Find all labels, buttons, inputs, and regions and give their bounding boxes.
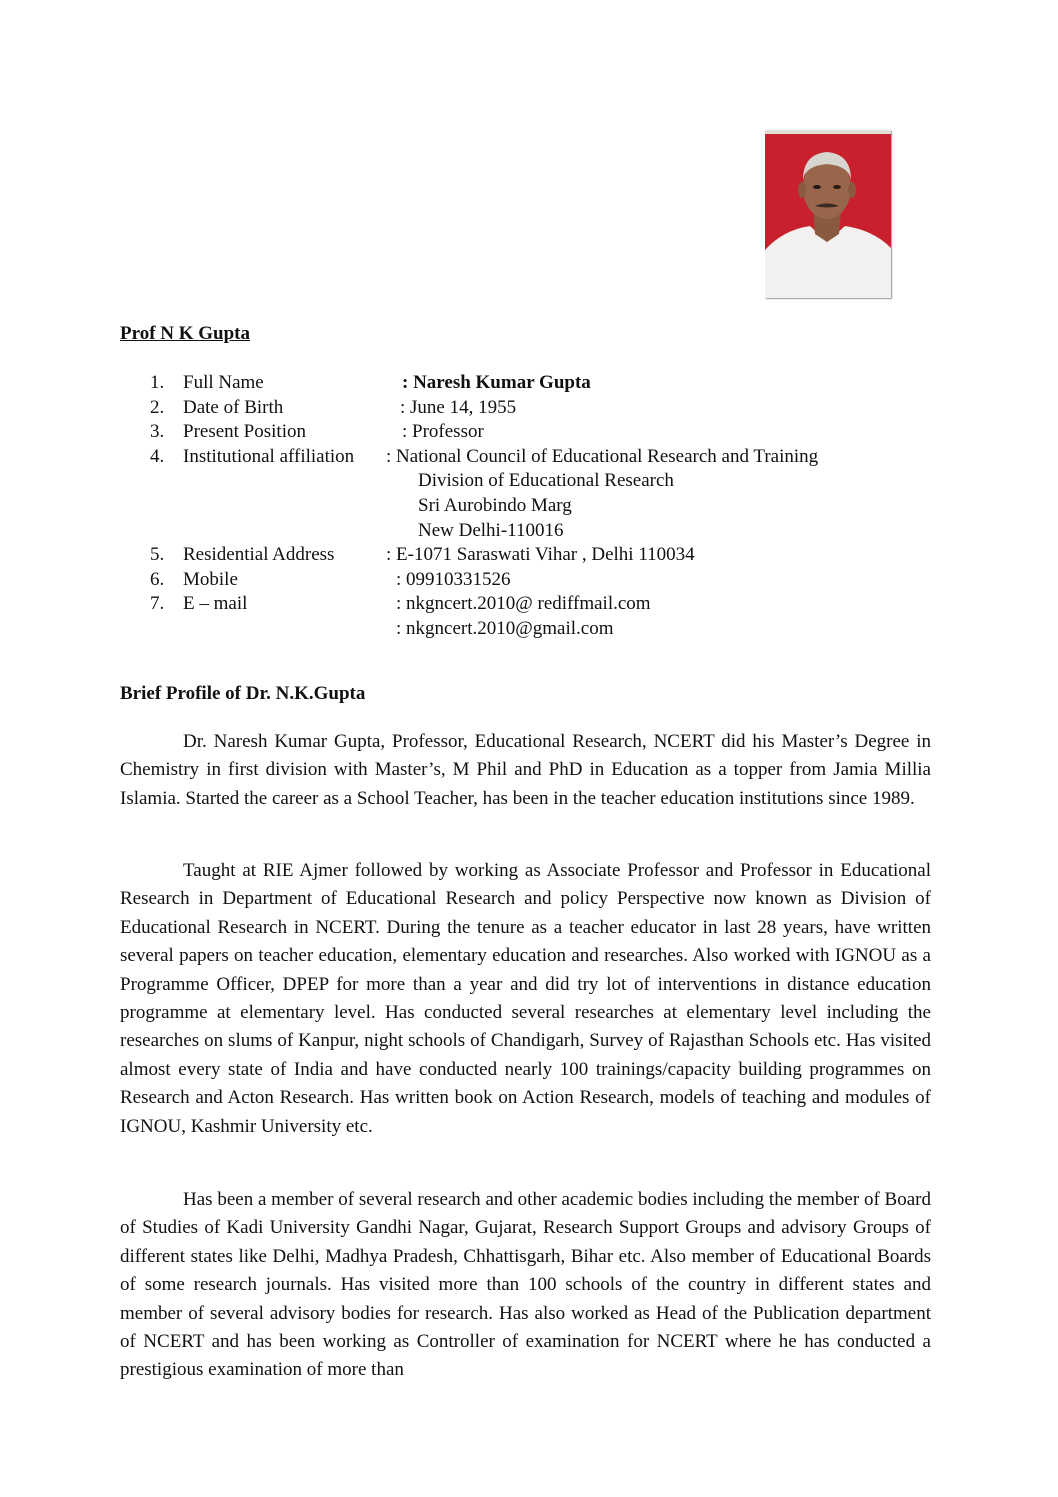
detail-row-institutional-affiliation bbox=[150, 445, 910, 470]
detail-row-full-name bbox=[150, 371, 910, 396]
detail-label: Present Position bbox=[183, 421, 306, 443]
detail-value: : Naresh Kumar Gupta bbox=[402, 372, 591, 393]
detail-row-residential-address bbox=[150, 543, 910, 568]
detail-row-email bbox=[150, 592, 910, 617]
detail-number: 5. bbox=[150, 544, 165, 566]
detail-value-continuation: Division of Educational Research bbox=[418, 470, 674, 492]
detail-label: Residential Address bbox=[183, 544, 335, 566]
detail-label: Full Name bbox=[183, 372, 264, 393]
detail-value: : 09910331526 bbox=[396, 568, 511, 590]
detail-label: E – mail bbox=[183, 593, 248, 615]
detail-row-present-position bbox=[150, 420, 910, 445]
detail-row-email-secondary bbox=[150, 617, 910, 642]
detail-value: : National Council of Educational Research and Training bbox=[386, 445, 819, 467]
email-value-secondary[interactable]: : nkgncert.2010@gmail.com bbox=[396, 617, 614, 639]
detail-label: Institutional affiliation bbox=[183, 445, 355, 467]
detail-number: 2. bbox=[150, 396, 165, 418]
detail-value-continuation: Sri Aurobindo Marg bbox=[418, 494, 572, 516]
profile-paragraph: Has been a member of several research and other academic bodies including the member of Board of Studies of Kadi University Gandhi Nagar, Gujarat, Research Support Groups and advisory Groups of different states like Delhi, Madhya Pradesh, Chhattisgarh, Bihar etc. Also member of Educational Boards of some research journals. Has visited more than 100 schools of the country in different states and member of several advisory bodies for research. Has also worked as Head of the Publication department of NCERT and has been working as Controller of examination for NCERT where he has conducted a prestigious examination of more than bbox=[120, 1189, 931, 1381]
detail-value-continuation: New Delhi-110016 bbox=[418, 519, 564, 541]
page-title: Prof N K Gupta bbox=[120, 323, 251, 344]
detail-continuation bbox=[150, 494, 910, 519]
detail-continuation bbox=[150, 519, 910, 544]
detail-number: 7. bbox=[150, 593, 165, 615]
detail-number: 3. bbox=[150, 421, 165, 443]
profile-paragraph: Dr. Naresh Kumar Gupta, Professor, Educational Research, NCERT did his Master’s Degree in Chemistry in first division with Master’s, M Phil and PhD in Education as a topper from Jamia Millia Islamia. Started the career as a School Teacher, has been in the teacher education institutions since 1989. bbox=[120, 731, 931, 809]
detail-row-mobile bbox=[150, 568, 910, 593]
detail-number: 1. bbox=[150, 372, 165, 393]
detail-value: : E-1071 Saraswati Vihar , Delhi 110034 bbox=[386, 544, 695, 566]
detail-value: : June 14, 1955 bbox=[400, 396, 517, 418]
detail-label: Mobile bbox=[183, 568, 238, 590]
detail-label: Date of Birth bbox=[183, 396, 284, 418]
detail-value: : Professor bbox=[402, 421, 484, 443]
portrait-photo bbox=[765, 130, 891, 298]
detail-number: 6. bbox=[150, 568, 165, 590]
profile-heading: Brief Profile of Dr. N.K.Gupta bbox=[120, 683, 366, 704]
detail-row-date-of-birth bbox=[150, 396, 910, 421]
person-portrait-icon bbox=[765, 130, 891, 298]
email-value-primary[interactable]: : nkgncert.2010@ rediffmail.com bbox=[396, 593, 651, 615]
profile-paragraph: Taught at RIE Ajmer followed by working as Associate Professor and Professor in Educational Research in Department of Educational Research and policy Perspective now known as Division of Educational Research in NCERT. During the tenure as a teacher educator in last 28 years, have written several papers on teacher education, elementary education and researches. Also worked with IGNOU as a Programme Officer, DPEP for more than a year and did try lot of interventions in distance education programme at elementary level. Has conducted several researches at elementary level including the researches on slums of Kanpur, night schools of Chandigarh, Survey of Rajasthan Schools etc. Has visited almost every state of India and have conducted nearly 100 trainings/capacity building programmes on Research and Acton Research. Has written book on Action Research, models of teaching and modules of IGNOU, Kashmir University etc. bbox=[120, 860, 931, 1137]
personal-details-list bbox=[150, 371, 910, 642]
detail-number: 4. bbox=[150, 445, 165, 467]
detail-continuation bbox=[150, 469, 910, 494]
